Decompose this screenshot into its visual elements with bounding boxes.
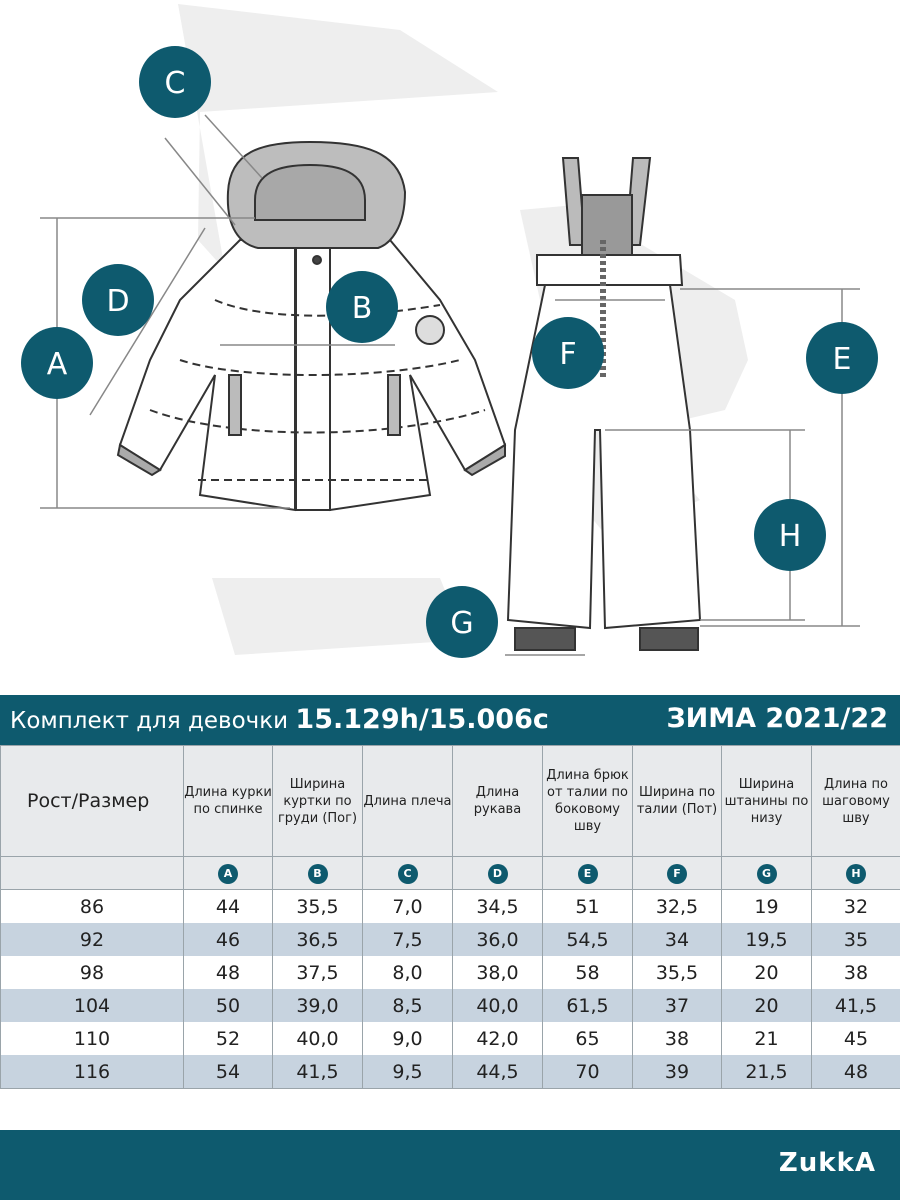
svg-text:C: C xyxy=(164,66,186,101)
table-cell: 35,5 xyxy=(633,956,722,989)
marker-F xyxy=(532,317,604,389)
column-header: Длина по шаговому шву xyxy=(812,746,900,857)
column-header: Ширина штанины по низу xyxy=(722,746,812,857)
size-cell: 110 xyxy=(1,1022,184,1055)
table-cell: 50 xyxy=(184,989,273,1022)
brand-logo: ZukkA xyxy=(778,1148,876,1178)
column-header: Длина рукава xyxy=(453,746,543,857)
table-cell: 21,5 xyxy=(722,1055,812,1089)
column-header: Длина брюк от талии по боковому шву xyxy=(543,746,633,857)
marker-badge: E xyxy=(578,864,598,884)
table-cell: 37 xyxy=(633,989,722,1022)
svg-text:F: F xyxy=(559,337,577,372)
svg-text:B: B xyxy=(351,291,373,326)
marker-badge: D xyxy=(488,864,508,884)
svg-text:D: D xyxy=(106,284,130,319)
marker-row xyxy=(1,857,900,890)
table-cell: 52 xyxy=(184,1022,273,1055)
table-cell: 34 xyxy=(633,923,722,956)
svg-text:A: A xyxy=(46,347,68,382)
product-model: 15.129h/15.006c xyxy=(295,704,549,735)
table-cell: 48 xyxy=(184,956,273,989)
table-cell: 70 xyxy=(543,1055,633,1089)
marker-row-blank xyxy=(1,857,184,890)
column-marker xyxy=(273,857,363,890)
table-cell: 45 xyxy=(812,1022,900,1055)
table-cell: 40,0 xyxy=(273,1022,363,1055)
marker-C xyxy=(139,46,211,118)
marker-badge: A xyxy=(218,864,238,884)
footer-bar xyxy=(0,1130,900,1200)
table-cell: 48 xyxy=(812,1055,900,1089)
table-cell: 20 xyxy=(722,956,812,989)
marker-B xyxy=(326,271,398,343)
size-cell: 98 xyxy=(1,956,184,989)
table-cell: 8,0 xyxy=(363,956,453,989)
table-cell: 9,5 xyxy=(363,1055,453,1089)
jacket-drawing xyxy=(118,142,505,510)
table-cell: 19,5 xyxy=(722,923,812,956)
table-cell: 38 xyxy=(633,1022,722,1055)
table-cell: 38,0 xyxy=(453,956,543,989)
column-marker xyxy=(453,857,543,890)
column-marker xyxy=(184,857,273,890)
size-cell: 104 xyxy=(1,989,184,1022)
marker-badge: B xyxy=(308,864,328,884)
table-cell: 41,5 xyxy=(273,1055,363,1089)
table-cell: 44,5 xyxy=(453,1055,543,1089)
table-cell: 36,5 xyxy=(273,923,363,956)
column-header: Ширина по талии (Пот) xyxy=(633,746,722,857)
table-cell: 7,0 xyxy=(363,890,453,924)
table-cell: 58 xyxy=(543,956,633,989)
table-header-row xyxy=(1,746,900,857)
table-cell: 21 xyxy=(722,1022,812,1055)
marker-D xyxy=(82,264,154,336)
column-marker xyxy=(812,857,900,890)
table-cell: 8,5 xyxy=(363,989,453,1022)
table-cell: 9,0 xyxy=(363,1022,453,1055)
product-title-prefix: Комплект для девочки xyxy=(10,708,289,734)
size-cell: 116 xyxy=(1,1055,184,1089)
svg-text:E: E xyxy=(832,342,852,377)
column-marker xyxy=(363,857,453,890)
table-cell: 61,5 xyxy=(543,989,633,1022)
marker-badge: F xyxy=(667,864,687,884)
size-cell: 92 xyxy=(1,923,184,956)
table-cell: 36,0 xyxy=(453,923,543,956)
table-cell: 20 xyxy=(722,989,812,1022)
marker-H xyxy=(754,499,826,571)
table-cell: 54,5 xyxy=(543,923,633,956)
table-cell: 39 xyxy=(633,1055,722,1089)
table-row xyxy=(1,956,900,989)
column-marker xyxy=(633,857,722,890)
column-header: Ширина куртки по груди (Пог) xyxy=(273,746,363,857)
table-cell: 37,5 xyxy=(273,956,363,989)
table-cell: 46 xyxy=(184,923,273,956)
title-bar xyxy=(0,695,900,745)
table-row xyxy=(1,923,900,956)
marker-A xyxy=(21,327,93,399)
marker-G xyxy=(426,586,498,658)
table-cell: 42,0 xyxy=(453,1022,543,1055)
table-row xyxy=(1,1055,900,1089)
product-title xyxy=(10,704,549,735)
column-marker xyxy=(722,857,812,890)
table-row xyxy=(1,890,900,924)
season-label: ЗИМА 2021/22 xyxy=(666,703,888,734)
table-cell: 40,0 xyxy=(453,989,543,1022)
table-cell: 54 xyxy=(184,1055,273,1089)
table-cell: 39,0 xyxy=(273,989,363,1022)
table-cell: 51 xyxy=(543,890,633,924)
column-marker xyxy=(543,857,633,890)
table-cell: 35 xyxy=(812,923,900,956)
table-cell: 7,5 xyxy=(363,923,453,956)
table-cell: 34,5 xyxy=(453,890,543,924)
svg-text:H: H xyxy=(778,519,802,554)
column-header: Длина курки по спинке xyxy=(184,746,273,857)
table-cell: 32,5 xyxy=(633,890,722,924)
table-cell: 65 xyxy=(543,1022,633,1055)
size-table xyxy=(0,745,900,1089)
marker-badge: H xyxy=(846,864,866,884)
column-header: Длина плеча xyxy=(363,746,453,857)
size-cell: 86 xyxy=(1,890,184,924)
marker-badge: C xyxy=(398,864,418,884)
table-cell: 32 xyxy=(812,890,900,924)
marker-E xyxy=(806,322,878,394)
table-cell: 41,5 xyxy=(812,989,900,1022)
size-column-header: Рост/Размер xyxy=(1,746,184,857)
table-cell: 44 xyxy=(184,890,273,924)
table-row xyxy=(1,989,900,1022)
svg-text:G: G xyxy=(450,606,474,641)
table-row xyxy=(1,1022,900,1055)
table-cell: 19 xyxy=(722,890,812,924)
marker-badge: G xyxy=(757,864,777,884)
table-cell: 35,5 xyxy=(273,890,363,924)
table-cell: 38 xyxy=(812,956,900,989)
